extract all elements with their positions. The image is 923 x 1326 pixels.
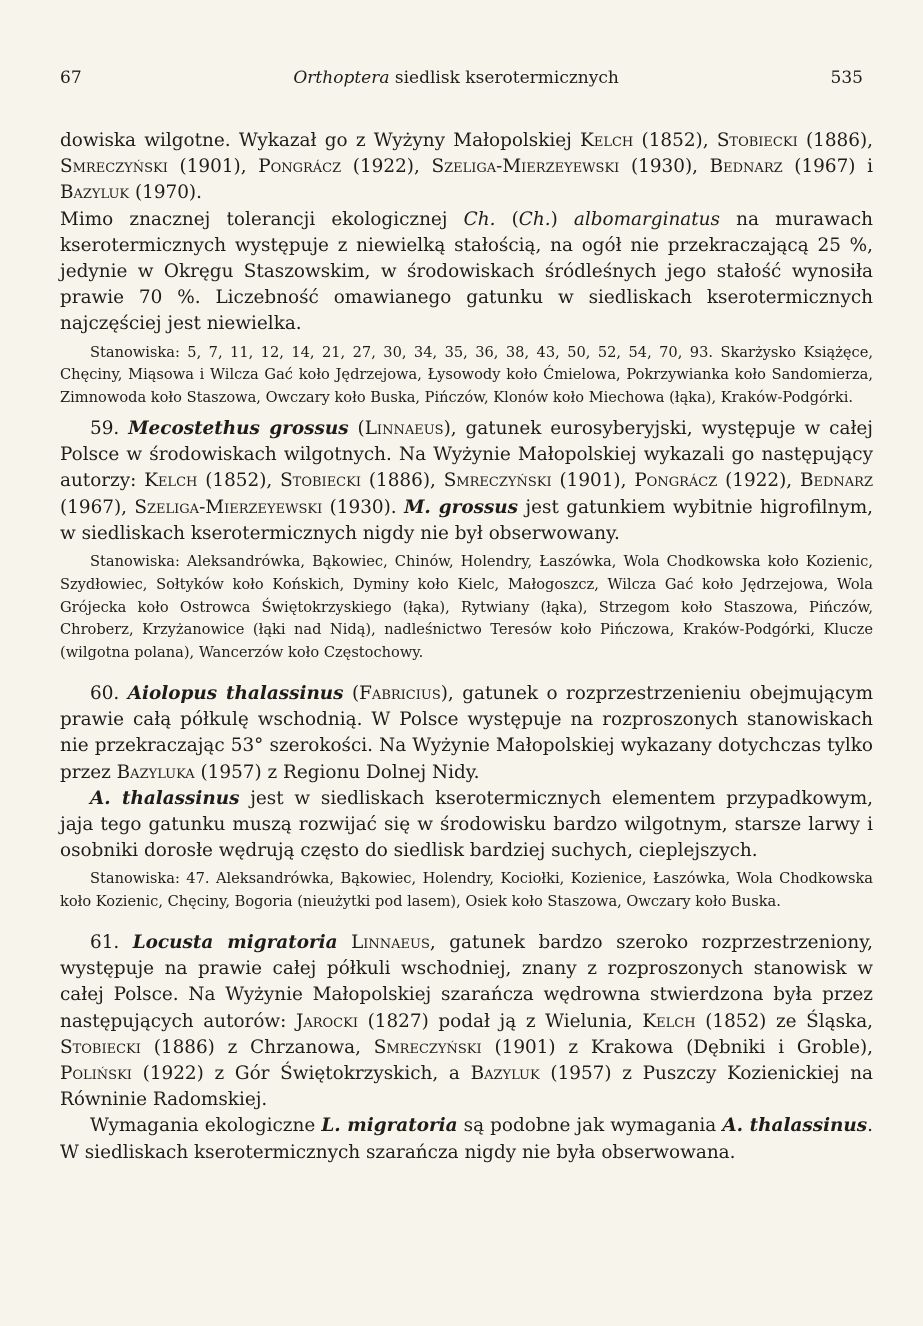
text-run: (1886), (360, 470, 444, 492)
species-name: Mecostethus grossus (128, 418, 349, 440)
text-run: (1957) z Puszczy Kozienickiej na Równinie Radomskiej. (60, 1063, 873, 1111)
author-name: Szeliga-Mierzeyewski (134, 496, 323, 518)
entry-number: 59. (90, 418, 129, 440)
author-name: Pongrácz (634, 470, 718, 492)
species-abbrev: A. thalassinus (90, 787, 240, 809)
text-run: . W siedliskach kserotermicznych szarańcza nigdy nie była obserwowana. (60, 1115, 874, 1163)
author-name: Kelch (144, 470, 198, 492)
localities-1: Stanowiska: 5, 7, 11, 12, 14, 21, 27, 30, 34, 35, 36, 38, 43, 50, 52, 54, 70, 93. Skarżysko Książęce, Chęciny, Miąsowa i Wilcza Gać koło Jędrzejowa, Łysowody koło Ćmielowa, Pokrzywianka koło Sandomierza, Zimnowoda koło Staszowa, Owczary koło Buska, Pińczów, Klonów koło Miechowa (łąka), Kraków-Podgórki. (60, 343, 873, 407)
text-run: (1901), (551, 470, 635, 492)
author-name: Smreczyński (443, 470, 552, 492)
text-run: na murawach kserotermicznych występuje z niewielką stałością, na ogół nie przekraczającą 25 %, jedynie w Okręgu Staszowskim, w środowiskach śródleśnych jego stałość wynosiła prawie 70 %. Liczebność omawianego gatunku w siedliskach kserotermicznych najczęściej jest niewielka. (60, 208, 873, 335)
author-name: Stobiecki (716, 130, 798, 151)
author-name: Fabricius (359, 683, 441, 705)
author-name: Bazyluk (60, 182, 130, 204)
species-abbrev: Ch. (518, 208, 551, 230)
species-abbrev: M. grossus (404, 496, 519, 518)
author-name: Bednarz (709, 156, 783, 178)
author-name: Smreczyński (60, 156, 168, 178)
author-name: Linnaeus (351, 932, 430, 954)
text-run: ( (495, 208, 519, 230)
paragraph-1 (60, 128, 873, 207)
running-title-italic: Orthoptera (293, 68, 390, 88)
author-name: Szeliga-Mierzeyewski (431, 156, 620, 178)
author-name: Pongrácz (258, 156, 342, 178)
text-run: (1922) z Gór Świętokrzyskich, a (131, 1063, 471, 1085)
author-name: Kelch (642, 1010, 696, 1032)
entry-number: 60. (90, 683, 128, 705)
text-run: (1886), (797, 130, 873, 151)
entry-number: 61. (90, 932, 133, 954)
author-name: Bednarz (799, 470, 873, 492)
text-run: (1852) ze Śląska, (695, 1010, 874, 1032)
running-title-rest: siedlisk kserotermicznych (389, 68, 619, 88)
paragraph-6 (60, 930, 873, 1113)
text-run: (1922), (341, 156, 432, 178)
species-abbrev: L. migratoria (321, 1115, 458, 1137)
text-run: są podobne jak wymagania (457, 1115, 723, 1137)
text-run: ( (348, 418, 365, 440)
text-run: (1957) z Regionu Dolnej Nidy. (194, 761, 480, 783)
text-run: (1930). (322, 496, 397, 518)
author-name: Bazyluk (470, 1063, 540, 1085)
text-run: Mimo znacznej tolerancji ekologicznej (60, 208, 464, 230)
text-run: (1901) z Krakowa (Dębniki i Groble), (481, 1036, 874, 1058)
paragraph-4 (60, 681, 873, 786)
text-run: jest w siedliskach kserotermicznych elementem przypadkowym, jaja tego gatunku muszą rozwijać się w środowisku bardzo wilgotnym, starsze larwy i osobniki dorosłe wędrują często do siedlisk bardziej suchych, cieplejszych. (60, 787, 873, 862)
text-run: (1922), (717, 470, 800, 492)
species-name: albomarginatus (573, 208, 720, 230)
text-run: ) (550, 208, 574, 230)
species-name: Locusta migratoria (132, 932, 338, 954)
text-run: (1827) podał ją z Wielunia, (357, 1010, 643, 1032)
species-abbrev: Ch. (463, 208, 496, 230)
text-run (338, 932, 351, 953)
text-run: ), gatunek eurosyberyjski, występuje w całej Polsce w środowiskach wilgotnych. Na Wyżynie Małopolskiej wykazali go następujący autorzy: (60, 418, 873, 492)
author-name: Stobiecki (280, 470, 361, 492)
author-name: Linnaeus (364, 418, 444, 440)
text-run: (1967) i (782, 156, 873, 178)
text-run: dowiska wilgotne. Wykazał go z Wyżyny Małopolskiej (60, 130, 581, 151)
running-header (60, 68, 873, 88)
text-run: (1901), (167, 156, 259, 178)
text-run: (1930), (619, 156, 710, 178)
text-run: (1886) z Chrzanowa, (140, 1036, 374, 1058)
text-run: (1967), (60, 496, 135, 518)
localities-3: Stanowiska: 47. Aleksandrówka, Bąkowiec, Holendry, Kociołki, Kozienice, Łaszówka, Wola Chodkowska koło Kozienic, Chęciny, Bogoria (nieużytki pod lasem), Osiek koło Staszowa, Owczary koło Buska. (60, 870, 873, 911)
author-name: Jarocki (295, 1010, 358, 1032)
author-name: Smreczyński (373, 1036, 482, 1058)
author-name: Bazyluka (116, 761, 195, 783)
author-name: Poliński (60, 1063, 132, 1085)
author-name: Stobiecki (60, 1036, 141, 1058)
localities-2: Stanowiska: Aleksandrówka, Bąkowiec, Chinów, Holendry, Łaszówka, Wola Chodkowska koło Kozienic, Szydłowiec, Sołtyków koło Końskich, Dyminy koło Kielc, Małogoszcz, Wilcza Gać koło Jędrzejowa, Wola Grójecka koło Ostrowca Świętokrzyskiego (łąka), Rytwiany (łąka), Strzegom koło Staszowa, Pińczów, Chroberz, Krzyżanowice (łąki nad Nidą), nadleśnictwo Teresów koło Pińczowa, Kraków-Podgórki, Klucze (wilgotna polana), Wancerzów koło Częstochowy. (60, 553, 873, 662)
author-name: Kelch (580, 130, 634, 151)
paragraph-3 (60, 416, 873, 547)
species-abbrev: A. thalassinus (722, 1115, 868, 1137)
paragraph-5 (60, 786, 873, 865)
paragraph-7 (60, 1113, 873, 1165)
left-page-number: 67 (60, 68, 82, 88)
text-run: ( (343, 683, 360, 705)
paragraph-2 (60, 207, 873, 338)
text-run: (1852), (633, 130, 717, 151)
text-run: ), gatunek o rozprzestrzenieniu obejmującym prawie całą półkulę wschodnią. W Polsce występuje na rozproszonych stanowiskach nie przekraczając 53° szerokości. Na Wyżynie Małopolskiej wykazany dotychczas tylko przez (60, 683, 874, 783)
text-run: Wymagania ekologiczne (90, 1115, 322, 1137)
text-run: (1852), (197, 470, 281, 492)
species-name: Aiolopus thalassinus (127, 683, 344, 705)
right-page-number: 535 (830, 68, 863, 88)
running-title (293, 68, 618, 88)
text-run: jest gatunkiem wybitnie higrofilnym, w siedliskach kserotermicznych nigdy nie był obserwowany. (60, 496, 873, 544)
text-run: (1970). (129, 182, 202, 204)
text-run: , gatunek bardzo szeroko rozprzestrzeniony, występuje na prawie całej półkuli wschodniej, znany z rozproszonych stanowisk w całej Polsce. Na Wyżynie Małopolskiej szarańcza wędrowna stwierdzona była przez następujących autorów: (60, 932, 873, 1032)
